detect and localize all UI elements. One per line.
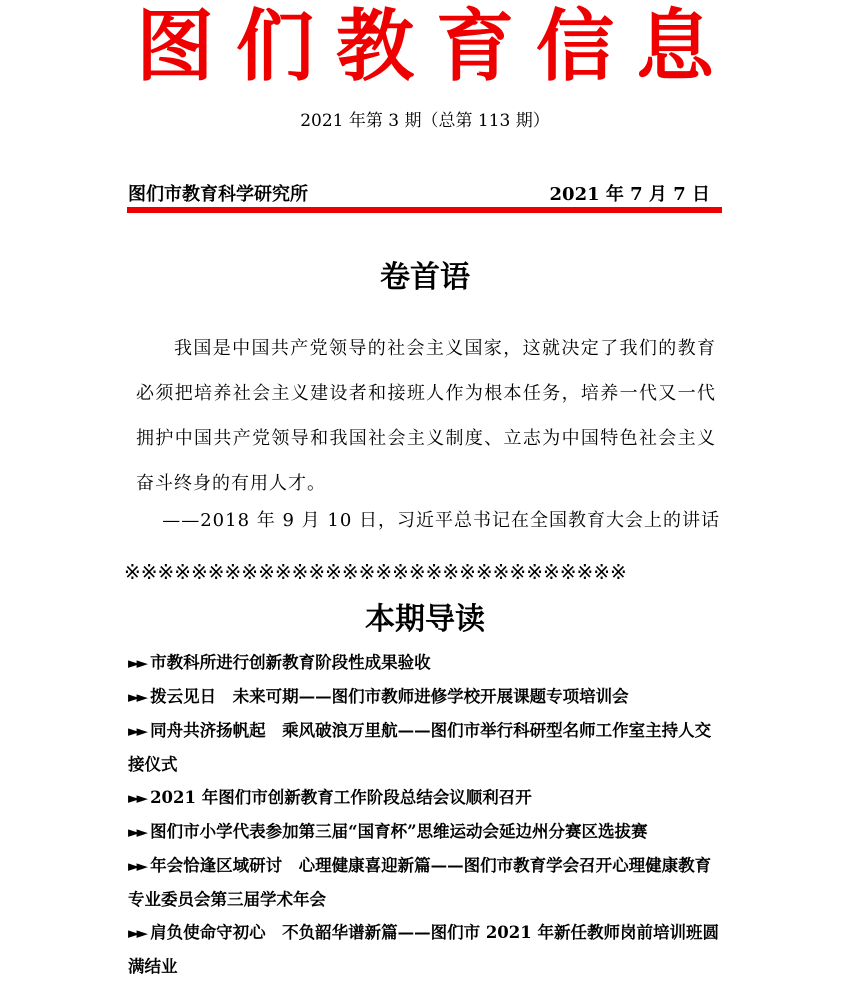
quote-source: ——2018 年 9 月 10 日，习近平总书记在全国教育大会上的讲话 xyxy=(162,510,720,531)
guide-item[interactable] xyxy=(128,781,724,815)
issue-number: 2021 年第 3 期（总第 113 期） xyxy=(300,111,550,131)
guide-item[interactable] xyxy=(128,680,724,714)
red-rule xyxy=(127,207,722,213)
guide-item-text: 年会恰逢区域研讨 心理健康喜迎新篇——图们市教育学会召开心理健康教育专业委员会第三届学术年会 xyxy=(128,856,712,909)
guide-item[interactable] xyxy=(128,815,724,849)
arrow-bullet-icon: ►► xyxy=(128,857,146,875)
guide-item[interactable] xyxy=(128,916,724,983)
guide-item-text: 同舟共济扬帆起 乘风破浪万里航——图们市举行科研型名师工作室主持人交接仪式 xyxy=(128,721,712,774)
publisher-row xyxy=(128,180,720,206)
guide-item[interactable] xyxy=(128,849,724,916)
guide-title: 本期导读 xyxy=(365,602,485,637)
ornament-divider: ※※※※※※※※※※※※※※※※※※※※※※※※※※※※※※ xyxy=(124,560,627,584)
guide-item[interactable] xyxy=(128,714,724,781)
guide-list xyxy=(128,646,724,983)
guide-item[interactable] xyxy=(128,646,724,680)
publish-date: 2021 年 7 月 7 日 xyxy=(549,184,710,205)
publisher-name: 图们市教育科学研究所 xyxy=(128,184,308,205)
arrow-bullet-icon: ►► xyxy=(128,722,146,740)
arrow-bullet-icon: ►► xyxy=(128,789,146,807)
preface-title: 卷首语 xyxy=(380,260,470,295)
arrow-bullet-icon: ►► xyxy=(128,823,146,841)
guide-item-text: 肩负使命守初心 不负韶华谱新篇——图们市 2021 年新任教师岗前培训班圆满结业 xyxy=(128,923,719,976)
guide-item-text: 图们市小学代表参加第三届“国育杯”思维运动会延边州分赛区选拔赛 xyxy=(150,822,648,841)
masthead-title: 图们教育信息 xyxy=(135,1,736,92)
arrow-bullet-icon: ►► xyxy=(128,688,146,706)
guide-item-text: 市教科所进行创新教育阶段性成果验收 xyxy=(150,653,431,672)
guide-item-text: 2021 年图们市创新教育工作阶段总结会议顺利召开 xyxy=(150,788,532,807)
arrow-bullet-icon: ►► xyxy=(128,924,146,942)
preface-quote: 我国是中国共产党领导的社会主义国家，这就决定了我们的教育必须把培养社会主义建设者和接班人作为根本任务，培养一代又一代拥护中国共产党领导和我国社会主义制度、立志为中国特色社会主义奋斗终身的有用人才。 xyxy=(136,338,716,494)
guide-item-text: 拨云见日 未来可期——图们市教师进修学校开展课题专项培训会 xyxy=(150,687,629,706)
arrow-bullet-icon: ►► xyxy=(128,654,146,672)
